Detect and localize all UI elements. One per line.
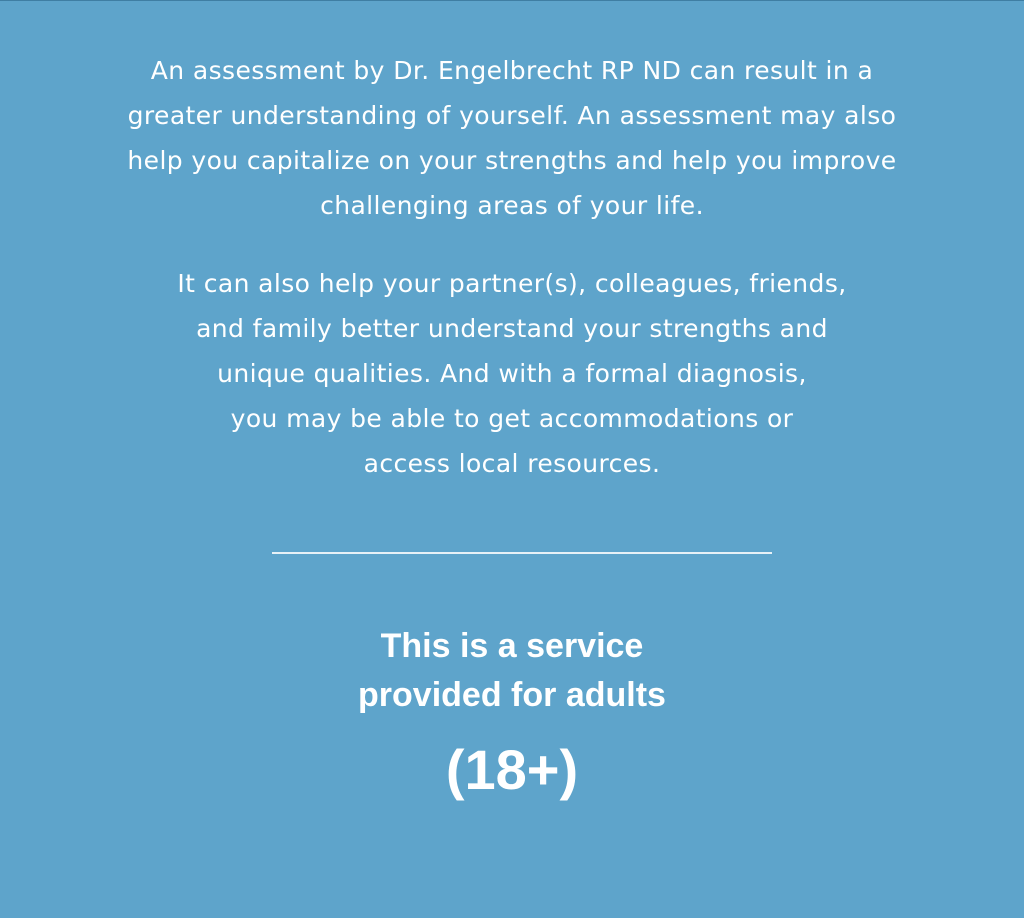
age-requirement-badge: (18+)	[445, 738, 579, 801]
paragraph-line: greater understanding of yourself. An assessment may also	[127, 101, 897, 130]
assessment-benefits-paragraph	[60, 48, 964, 228]
paragraph-line: help you capitalize on your strengths and help you improve	[127, 146, 897, 175]
paragraph-line: unique qualities. And with a formal diagnosis,	[217, 359, 807, 388]
heading-line: This is a service	[380, 627, 644, 665]
heading-line: provided for adults	[358, 676, 666, 714]
paragraph-line: and family better understand your strengths and	[196, 314, 828, 343]
section-divider	[272, 552, 772, 554]
relationship-benefits-paragraph	[60, 261, 964, 486]
paragraph-line: An assessment by Dr. Engelbrecht RP ND can result in a	[150, 56, 874, 85]
paragraph-line: challenging areas of your life.	[320, 191, 704, 220]
adult-service-heading	[112, 622, 912, 720]
paragraph-line: you may be able to get accommodations or	[230, 404, 794, 433]
paragraph-line: access local resources.	[363, 449, 661, 478]
paragraph-line: It can also help your partner(s), colleagues, friends,	[177, 269, 847, 298]
